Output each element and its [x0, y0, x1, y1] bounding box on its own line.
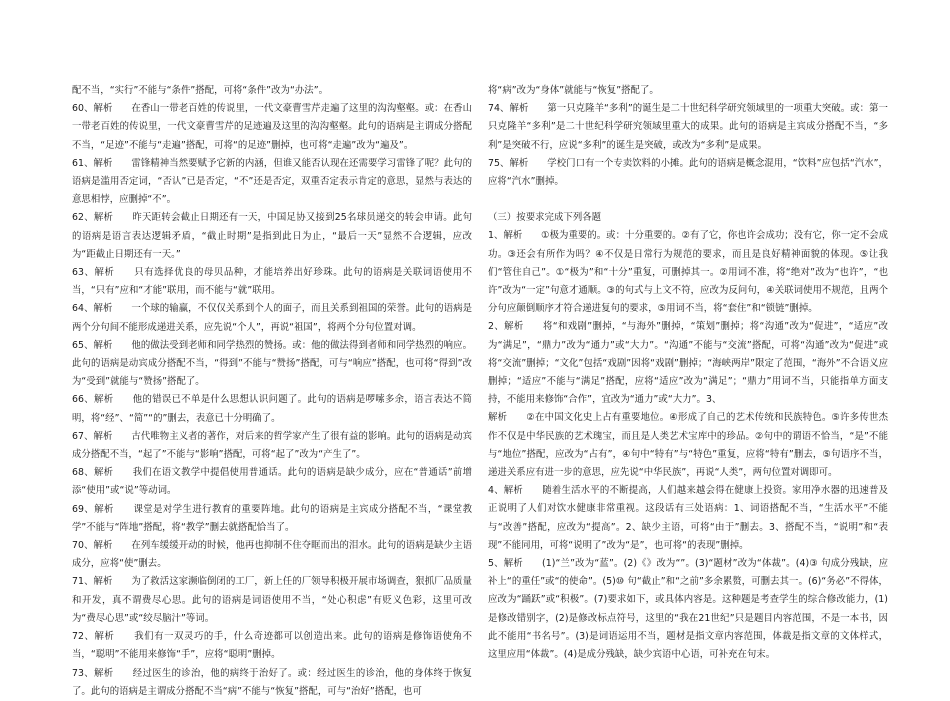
text-paragraph: 64、解析 一个球的输赢，不仅仅关系到个人的面子，而且关系到祖国的荣誉。此句的语病是两个分句间不能形成递进关系，应先说“个人”，再说“祖国”，将两个分句位置对调。: [72, 303, 472, 333]
text-paragraph: 将“病”改为“身体”就能与“恢复”搭配了。: [488, 85, 659, 96]
text-paragraph: 72、解析 我们有一双灵巧的手，什么奇迹都可以创造出来。此句的语病是修饰语使角不当，“聪明”不能用来修饰“手”，应将“聪明”删掉。: [72, 631, 472, 661]
text-paragraph: 75、解析 学校门口有一个专卖饮料的小摊。此句的语病是概念混用，“饮料”应包括“汽水”，应将“汽水”删掉。: [488, 157, 888, 188]
text-paragraph: 69、解析 课堂是对学生进行教育的重要阵地。此句的语病是主宾成分搭配不当，“课堂教学”不能与“阵地”搭配，将“教学”删去就搭配恰当了。: [72, 503, 472, 533]
text-paragraph: 71、解析 为了救活这家濒临倒闭的工厂，新上任的厂领导积极开展市场调查，狠抓厂品质量和开发，真不谓费尽心思。此句的语病是词语使用不当，“处心积虑”有贬义色彩，这里可改为“费尽心思”或“绞尽脑汁”等词。: [72, 576, 472, 624]
text-paragraph: 65、解析 他的做法受到老师和同学热烈的赞扬。或：他的做法得到者师和同学热烈的响应。此句的语病是动宾成分搭配不当，“得到”不能与“赞扬”搭配，可与“响应”搭配，也可将“得到”改为“受到”就能与“赞扬”搭配了。: [72, 339, 472, 388]
right-column: [488, 82, 888, 664]
text-paragraph: 5、解析 (1)“兰”改为“蓝”。(2)《》改为“”。(3)“题材”改为“体裁”。(4)③ 句成分残缺，应补上“的重任”或“的使命”。(5)⑩ 句“截止”和“之前”多余累赘，可删去其一。(6)“务必”不得体，应改为“踊跃”或“积极”。(7)要求如下，或具体内容是。这种题是考查学生的综合修改能力，(1)是修改错别字，(2)是修改标点符号，这里的“我在21世纪”只是题目内容范围，不是一本书，因此不能用“书名号”。(3)是词语运用不当，题材是指文章内容范围，体裁是指文章的文体样式，这里应用“体裁”。(4)是成分残缺，缺少宾语中心语，可补充在句末。: [488, 558, 888, 661]
text-paragraph: 73、解析 经过医生的诊治，他的病终于治好了。或：经过医生的诊治，他的身体终于恢复了。此句的语病是主谓成分搭配不当“病”不能与“恢复”搭配，可与“治好”搭配，也可: [72, 667, 472, 697]
text-paragraph: 2、解析 将“和戏剧”删掉，“与海外”删掉，“策划”删掉；将“沟通”改为“促进”，“适应”改为“满足”，“鼎力”改为“通力”或“大力”。“沟通”不能与“交流”搭配，可将“沟通”改为“促进”或将“交流”删掉；“文化”包括“戏剧”因将“戏剧”删掉；“海峡两岸”限定了范围，“海外”不合语义应删掉；“适应”不能与“满足”搭配，应将“适应”改为“满足”；“鼎力”用词不当，只能指单方面支持，不能用来修饰“合作”，宜改为“通力”或“大力”。3、: [488, 321, 888, 406]
text-paragraph: 70、解析 在列车缓缓开动的时候，他再也抑制不住夺眶而出的泪水。此句的语病是缺少主语成分，应将“使”删去。: [72, 540, 472, 570]
section-spacer: [488, 191, 888, 209]
left-column: [72, 82, 472, 701]
text-paragraph: 67、解析 古代唯物主义者的著作，对后来的哲学家产生了很有益的影响。此句的语病是动宾成分搭配不当，“起了”不能与“影响”搭配，可将“起了”改为“产生了”。: [72, 430, 472, 461]
text-paragraph: 4、解析 随着生活水平的不断提高，人们越来越会得在健康上投资。家用净水器的迅速普及正说明了人们对饮水健康非常重视。这段话有三处语病：1、词语搭配不当，“生活水平”不能与“改善”搭配，应改为“提高”。2、缺少主语，可将“由于”删去。3、搭配不当，“说明”和“表现”不能同用，可将“说明了”改为“是”，也可将“的表现”删掉。: [488, 485, 888, 551]
section-heading: （三）按要求完成下列各题: [488, 212, 602, 224]
text-paragraph: 62、解析 昨天距转会截止日期还有一天，中国足协又接到25名球员递交的转会申请。此句的语病是语言表达逻辑矛盾，“截止时期”是指到此日为止，“最后一天”显然不合逻辑，应改为“距截止日期还有一天。”: [72, 212, 472, 260]
text-paragraph: 60、解析 在香山一带老百姓的传说里，一代文豪曹雪芹走遍了这里的沟沟壑壑。或：在香山一带老百姓的传说里，一代文豪曹雪芹的足迹遍及这里的沟沟壑壑。此句的语病是主谓成分搭配不当，“足迹”不能与“走遍”搭配，可将“的足迹”删掉，也可将“走遍”改为“遍及”。: [72, 103, 472, 151]
text-paragraph: 解析 ②在中国文化史上占有重要地位。④形成了自己的艺术传统和民族特色。⑤许多传世杰作不仅是中华民族的艺术瑰宝，而且是人类艺术宝库中的珍品。②句中的谓语不恰当，“是”不能与“地位”搭配，应改为“占有”，④句中“特有”与“特色”重复，应将“特有”删去，⑤句语序不当，递进关系应有进一步的意思，应先说“中华民族”，再说“人类”，两句位置对调即可。: [488, 412, 888, 479]
text-paragraph: 61、解析 雷锋精神当然要赋予它新的内涵，但谁又能否认现在还需要学习雷锋了呢？此句的语病是滥用否定词，“否认”已是否定，“不”还是否定，双重否定表示肯定的意思，显然与表达的意思相悖，应删掉“不”。: [72, 157, 472, 206]
text-paragraph: 1、解析 ①极为重要的。或：十分重要的。②有了它，你也许会成功；没有它，你一定不会成功。③还会有所作为吗？④不仅是日常行为规范的要求，而且是良好精神面貌的体现。⑤让我们“管住自己”。①“极为”和“十分”重复，可删掉其一。②用词不准，将“绝对”改为“也许”，“也许”改为“一定”句意才通顺。③的句式与上文不符，应改为反问句，④关联词使用不规范，且两个分句应颠倒顺序才符合递进复句的要求，⑤用词不当，将“套住”和“锁链”删掉。: [488, 230, 888, 315]
text-paragraph: 74、解析 第一只克隆羊“多利”的诞生是二十世纪科学研究领域里的一项重大突破。或：第一只克隆羊“多利”是二十世纪科学研究领域里重大的成果。此句的语病是主宾成分搭配不当，“多利”是突破不行，应说“多利”的诞生是突破，或改为“多利”是成果。: [488, 103, 888, 151]
text-paragraph: 66、解析 他的错误已不单是什么思想认识问题了。此句的语病是啰嗦多余，语言表达不简明，将“经”、“简”“的”删去，表意已十分明确了。: [72, 394, 472, 424]
text-paragraph: 68、解析 我们在语文教学中提倡使用普通话。此句的语病是缺少成分，应在“普通话”前增添“使用”或“说”等动词。: [72, 467, 472, 497]
text-paragraph: 配不当，“实行”不能与“条件”搭配，可将“条件”改为“办法”。: [72, 85, 329, 96]
text-paragraph: 63、解析 只有选择优良的母贝品种，才能培养出好珍珠。此句的语病是关联词语使用不当，“只有”应和“才能”联用，而不能与“就”联用。: [72, 267, 472, 297]
